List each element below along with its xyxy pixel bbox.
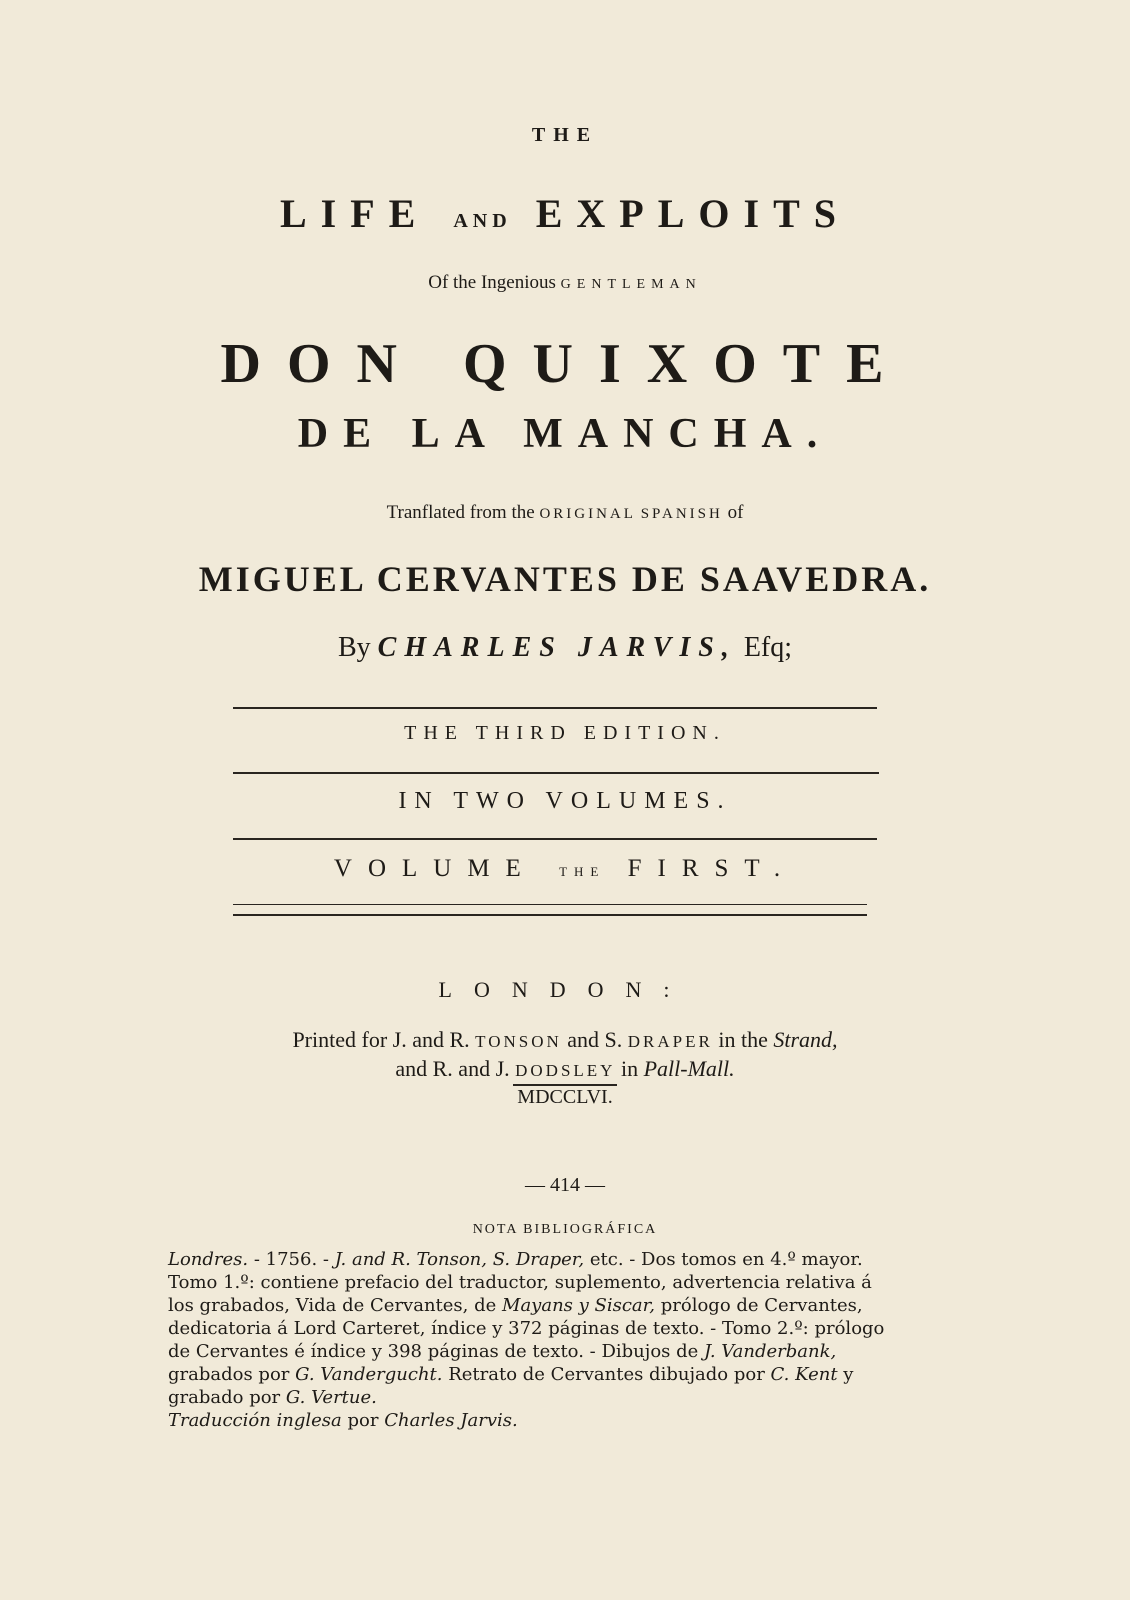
the-heading: THE	[531, 124, 599, 146]
note-text: los grabados, Vida de Cervantes, de	[168, 1295, 503, 1316]
tonson-name: TONSON	[475, 1032, 562, 1051]
note-line-6	[168, 1363, 930, 1386]
note-text: etc. - Dos tomos en 4.º mayor.	[584, 1249, 863, 1270]
rule-3	[233, 838, 877, 840]
note-heading: NOTA BIBLIOGRÁFICA	[472, 1222, 658, 1237]
note-text: Retrato de Cervantes dibujado por	[442, 1364, 771, 1385]
note-text: G. Vertue.	[285, 1387, 377, 1408]
draper-name: DRAPER	[627, 1032, 713, 1051]
printed-for: Printed for J. and R.	[292, 1027, 470, 1052]
of-word: of	[727, 502, 744, 523]
note-text: J. Vanderbank,	[704, 1341, 837, 1362]
translator-name: CHARLES JARVIS,	[377, 632, 737, 663]
note-text: prólogo de Cervantes,	[655, 1295, 863, 1316]
note-text: dedicatoria á Lord Carteret, índice y 372 páginas de texto. - Tomo 2.º: prólogo	[168, 1318, 885, 1339]
volume-word: VOLUME	[333, 855, 537, 882]
note-text: y	[837, 1364, 854, 1385]
esq-word: Efq;	[743, 632, 793, 663]
of-the-ingenious: Of the Ingenious	[428, 272, 556, 293]
note-line-7	[168, 1386, 930, 1409]
spanish-word: SPANISH	[640, 506, 723, 522]
note-line-3	[168, 1294, 930, 1317]
volume-the-word: THE	[559, 864, 606, 879]
note-text: Charles Jarvis.	[384, 1410, 518, 1431]
life-word: LIFE	[280, 191, 430, 236]
note-line-2	[168, 1271, 930, 1294]
and-s: and S.	[567, 1027, 623, 1052]
ingenious-gentleman-line	[0, 272, 1130, 294]
note-line-1	[168, 1248, 930, 1271]
note-text: de Cervantes é índice y 398 páginas de texto. - Dibujos de	[168, 1341, 705, 1362]
life-and-exploits-heading	[0, 190, 1130, 237]
rule-2	[233, 772, 879, 774]
pall-mall-word: Pall-Mall.	[643, 1056, 735, 1081]
translator-line	[0, 632, 1130, 664]
page-number: — 414 —	[525, 1174, 605, 1196]
note-line-8	[168, 1409, 930, 1432]
note-line-4	[168, 1317, 930, 1340]
year-line	[0, 1086, 1130, 1109]
and-word: AND	[453, 210, 512, 232]
note-text: - 1756. -	[248, 1249, 335, 1270]
dodsley-name: DODSLEY	[515, 1061, 616, 1080]
note-text: grabados por	[168, 1364, 296, 1385]
and-r-and-j: and R. and J.	[395, 1056, 510, 1081]
edition-line: THE THIRD EDITION.	[404, 722, 726, 744]
volume-first-line	[0, 855, 1130, 883]
strand-word: Strand,	[773, 1027, 838, 1052]
first-word: FIRST.	[627, 855, 797, 882]
note-text: por	[341, 1410, 385, 1431]
note-line-5	[168, 1340, 930, 1363]
author-name: MIGUEL CERVANTES DE SAAVEDRA.	[198, 559, 932, 599]
note-text: J. and R. Tonson, S. Draper,	[334, 1249, 585, 1270]
london-line: LONDON:	[438, 977, 692, 1002]
volumes-line: IN TWO VOLUMES.	[398, 788, 732, 814]
rule-1	[233, 707, 877, 709]
de-la-mancha-title: DE LA MANCHA.	[297, 411, 833, 457]
original-word: ORIGINAL	[539, 506, 636, 522]
printer-line-2	[0, 1056, 1130, 1082]
year-text: MDCCLVI.	[513, 1084, 616, 1108]
by-word: By	[337, 632, 371, 663]
note-text: C. Kent	[770, 1364, 838, 1385]
don-quixote-title: DON QUIXOTE	[220, 333, 910, 395]
note-text: Londres.	[168, 1249, 249, 1270]
translated-prefix: Tranflated from the	[386, 502, 535, 523]
note-text: Mayans y Siscar,	[502, 1295, 656, 1316]
printer-line-1	[0, 1027, 1130, 1053]
note-text: Tomo 1.º: contiene prefacio del traductor, suplemento, advertencia relativa á	[168, 1272, 872, 1293]
in-the: in the	[718, 1027, 768, 1052]
gentleman-word: GENTLEMAN	[560, 277, 702, 292]
rule-4a	[233, 904, 867, 905]
note-text: grabado por	[168, 1387, 286, 1408]
rule-4b	[233, 914, 867, 916]
translated-line	[0, 502, 1130, 524]
exploits-word: EXPLOITS	[535, 191, 850, 236]
note-text: Traducción inglesa	[168, 1410, 342, 1431]
note-text: G. Vandergucht.	[295, 1364, 443, 1385]
in-word: in	[620, 1056, 639, 1081]
